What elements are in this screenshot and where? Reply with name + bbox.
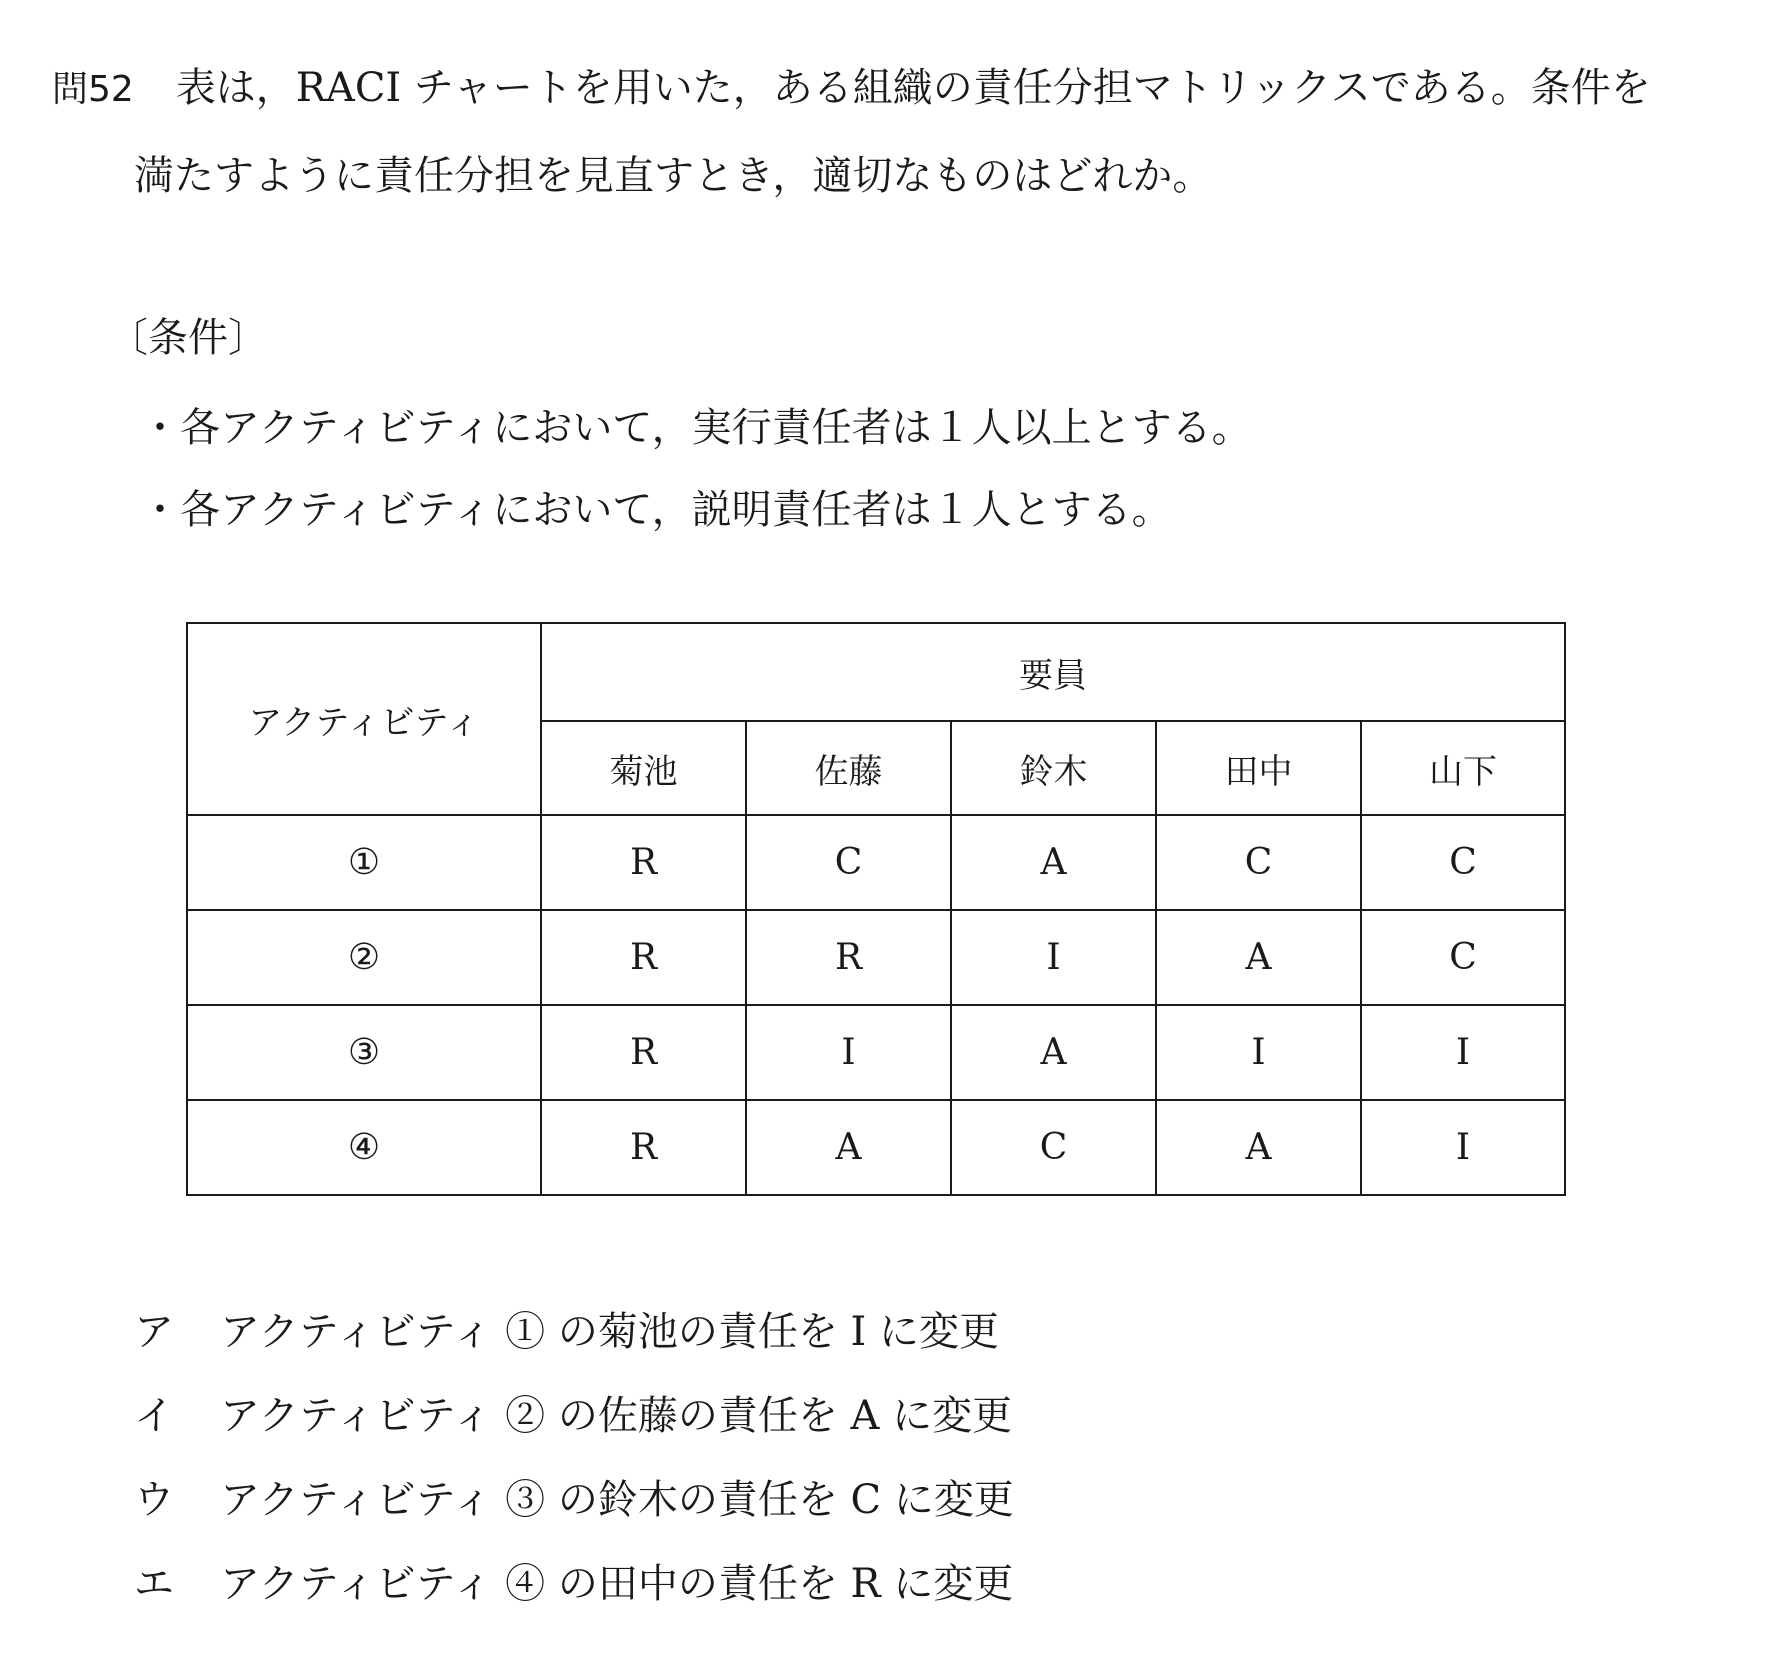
option-text: アクティビティ ② の佐藤の責任を A に変更 — [220, 1393, 1013, 1439]
raci-cell: I — [1361, 1005, 1565, 1100]
conditions-title: 〔条件〕 — [108, 315, 268, 361]
option-text: アクティビティ ④ の田中の責任を R に変更 — [220, 1561, 1014, 1607]
raci-cell: C — [746, 815, 951, 910]
raci-cell: R — [541, 815, 746, 910]
option-label: エ — [134, 1561, 174, 1607]
raci-cell: C — [951, 1100, 1156, 1195]
raci-cell: I — [951, 910, 1156, 1005]
raci-table — [186, 622, 1566, 1196]
raci-cell: C — [1156, 815, 1361, 910]
table-row — [187, 1005, 1565, 1100]
raci-cell: A — [1156, 910, 1361, 1005]
answer-option-u[interactable] — [134, 1477, 1014, 1523]
condition-item: ・各アクティビティにおいて，実行責任者は１人以上とする。 — [140, 405, 1252, 451]
option-text: アクティビティ ③ の鈴木の責任を C に変更 — [220, 1477, 1014, 1523]
question-number: 問52 — [52, 69, 134, 110]
raci-cell: C — [1361, 815, 1565, 910]
raci-cell: R — [746, 910, 951, 1005]
option-label: イ — [134, 1393, 174, 1439]
question-line-1 — [52, 65, 1651, 111]
answer-option-e[interactable] — [134, 1561, 1014, 1607]
question-text-line-1: 表は，RACI チャートを用いた，ある組織の責任分担マトリックスである。条件を — [175, 65, 1651, 111]
table-row — [187, 910, 1565, 1005]
activity-cell: ① — [187, 815, 541, 910]
raci-cell: R — [541, 1100, 746, 1195]
raci-cell: R — [541, 910, 746, 1005]
condition-item: ・各アクティビティにおいて，説明責任者は１人とする。 — [140, 487, 1172, 533]
staff-name: 佐藤 — [746, 721, 951, 815]
raci-cell: A — [746, 1100, 951, 1195]
raci-cell: A — [951, 1005, 1156, 1100]
activity-cell: ④ — [187, 1100, 541, 1195]
answer-option-i[interactable] — [134, 1393, 1013, 1439]
raci-cell: I — [1361, 1100, 1565, 1195]
option-label: ア — [134, 1309, 174, 1355]
raci-cell: A — [1156, 1100, 1361, 1195]
raci-cell: A — [951, 815, 1156, 910]
raci-cell: I — [746, 1005, 951, 1100]
activity-header: アクティビティ — [187, 623, 541, 815]
table-row — [187, 1100, 1565, 1195]
activity-cell: ② — [187, 910, 541, 1005]
question-text-line-2: 満たすように責任分担を見直すとき，適切なものはどれか。 — [134, 153, 1213, 199]
answer-option-a[interactable] — [134, 1309, 1000, 1355]
staff-name: 鈴木 — [951, 721, 1156, 815]
table-row — [187, 815, 1565, 910]
staff-header: 要員 — [541, 623, 1565, 721]
staff-name: 菊池 — [541, 721, 746, 815]
staff-name: 田中 — [1156, 721, 1361, 815]
staff-name: 山下 — [1361, 721, 1565, 815]
raci-cell: C — [1361, 910, 1565, 1005]
option-label: ウ — [134, 1477, 174, 1523]
option-text: アクティビティ ① の菊池の責任を I に変更 — [220, 1309, 1000, 1355]
activity-cell: ③ — [187, 1005, 541, 1100]
raci-cell: I — [1156, 1005, 1361, 1100]
raci-cell: R — [541, 1005, 746, 1100]
